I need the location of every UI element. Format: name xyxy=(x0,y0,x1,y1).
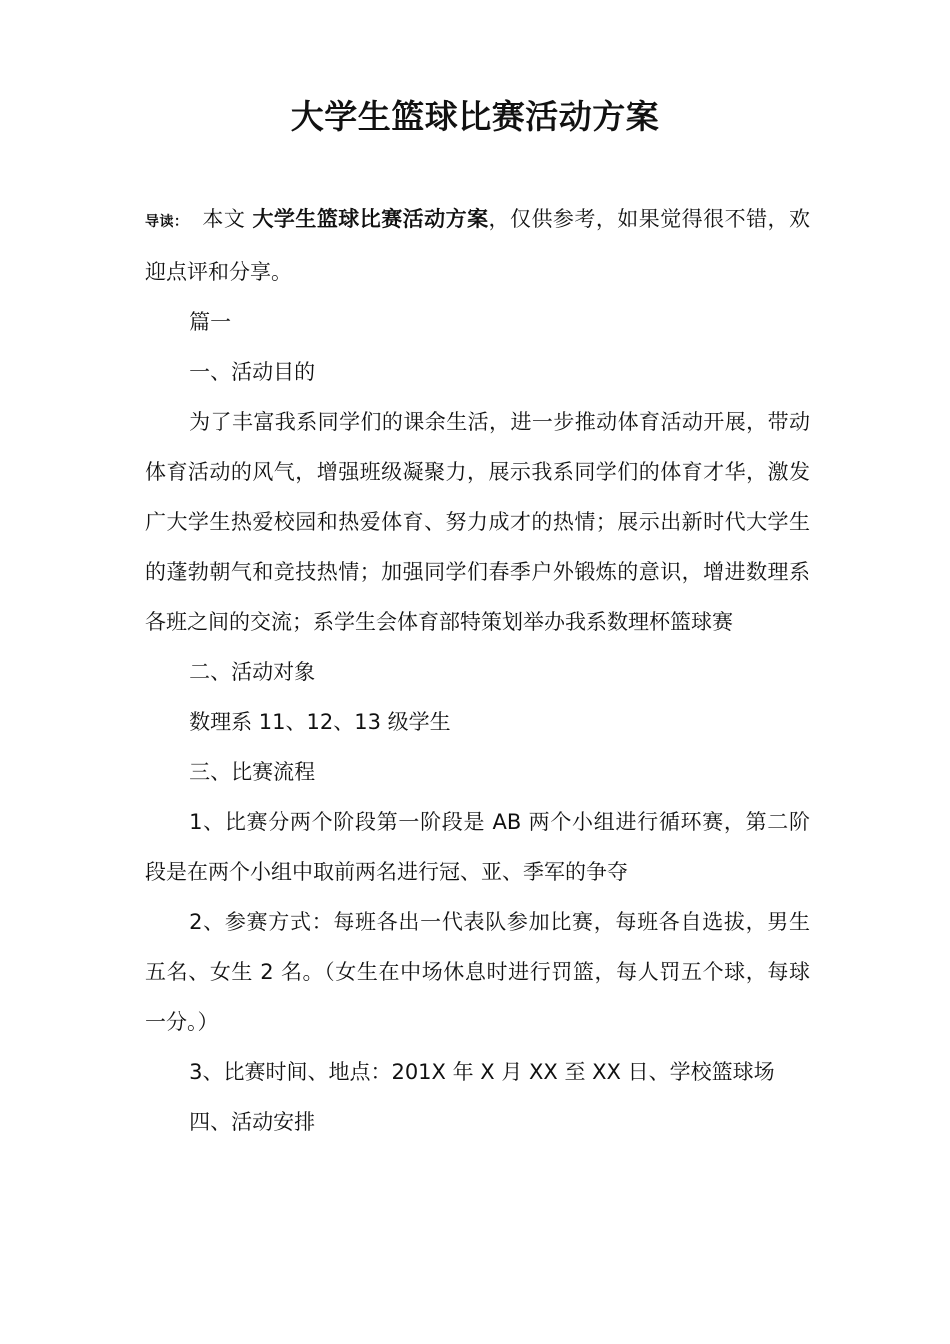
subsection-heading: 四、活动安排 xyxy=(189,1110,316,1134)
body-paragraph: 3、比赛时间、地点：201X 年 X 月 XX 至 XX 日、学校篮球场 xyxy=(189,1060,775,1084)
body-paragraph: 2、参赛方式：每班各出一代表队参加比赛，每班各自选拔，男生五名、女生 2 名。（女生在中场休息时进行罚篮，每人罚五个球，每球一分。） xyxy=(145,910,810,1034)
document-title: 大学生篮球比赛活动方案 xyxy=(290,97,660,136)
intro-prefix: 本文 xyxy=(202,207,253,231)
subsection-heading: 三、比赛流程 xyxy=(189,760,316,784)
body-paragraph: 数理系 11、12、13 级学生 xyxy=(189,710,451,734)
intro-label: 导读： xyxy=(145,214,189,230)
intro-paragraph xyxy=(145,194,810,297)
body-paragraph: 为了丰富我系同学们的课余生活，进一步推动体育活动开展，带动体育活动的风气，增强班级凝聚力，展示我系同学们的体育才华，激发广大学生热爱校园和热爱体育、努力成才的热情；展示出新时代大学生的蓬勃朝气和竞技热情；加强同学们春季户外锻炼的意识，增进数理系各班之间的交流；系学生会体育部特策划举办我系数理杯篮球赛 xyxy=(145,410,810,634)
document-body xyxy=(145,194,810,1147)
section-heading: 篇一 xyxy=(189,310,232,334)
intro-highlight: 大学生篮球比赛活动方案 xyxy=(252,207,489,231)
body-paragraph: 1、比赛分两个阶段第一阶段是 AB 两个小组进行循环赛，第二阶段是在两个小组中取前两名进行冠、亚、季军的争夺 xyxy=(145,810,810,884)
subsection-heading: 二、活动对象 xyxy=(189,660,316,684)
subsection-heading: 一、活动目的 xyxy=(189,360,316,384)
intro-suffix: ，仅供参考，如果觉得很不错，欢迎点评和分享。 xyxy=(145,207,810,284)
